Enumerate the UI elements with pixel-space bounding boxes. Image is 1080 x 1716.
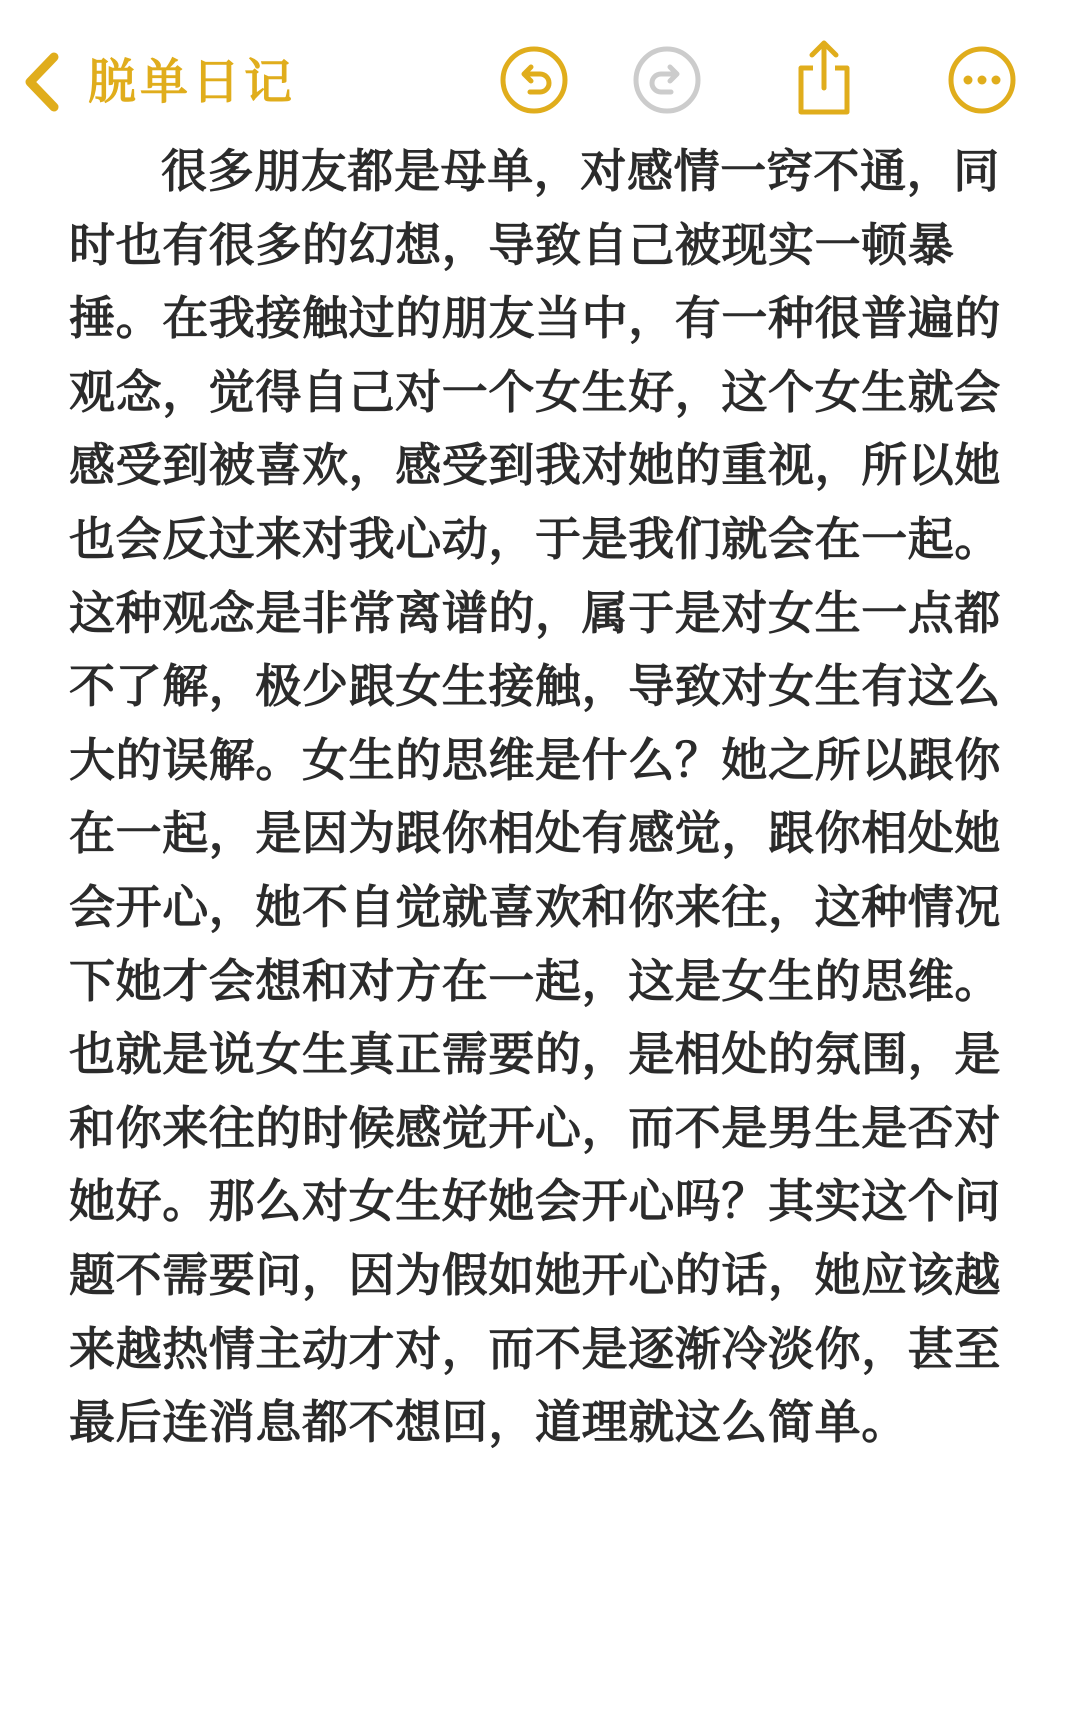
redo-button[interactable] bbox=[631, 46, 703, 118]
share-button[interactable] bbox=[788, 40, 860, 120]
undo-icon bbox=[498, 44, 570, 120]
note-body-text[interactable]: 很多朋友都是母单，对感情一窍不通，同时也有很多的幻想，导致自己被现实一顿暴捶。在我接触过的朋友当中，有一种很普遍的观念，觉得自己对一个女生好，这个女生就会感受到被喜欢，感受到我对她的重视，所以她也会反过来对我心动，于是我们就会在一起。这种观念是非常离谱的，属于是对女生一点都不了解，极少跟女生接触，导致对女生有这么大的误解。女生的思维是什么？她之所以跟你在一起，是因为跟你相处有感觉，跟你相处她会开心，她不自觉就喜欢和你来往，这种情况下她才会想和对方在一起，这是女生的思维。也就是说女生真正需要的，是相处的氛围，是和你来往的时候感觉开心，而不是男生是否对她好。那么对女生好她会开心吗？其实这个问题不需要问，因为假如她开心的话，她应该越来越热情主动才对，而不是逐渐冷淡你，甚至最后连消息都不想回，道理就这么简单。 bbox=[69, 144, 1001, 1450]
redo-icon bbox=[631, 44, 703, 120]
more-button[interactable] bbox=[946, 46, 1018, 118]
back-button[interactable] bbox=[18, 42, 296, 122]
back-label: 脱单日记 bbox=[88, 54, 297, 110]
more-icon bbox=[946, 44, 1018, 120]
chevron-left-icon bbox=[18, 47, 66, 117]
undo-button[interactable] bbox=[498, 46, 570, 118]
share-icon bbox=[791, 38, 857, 122]
